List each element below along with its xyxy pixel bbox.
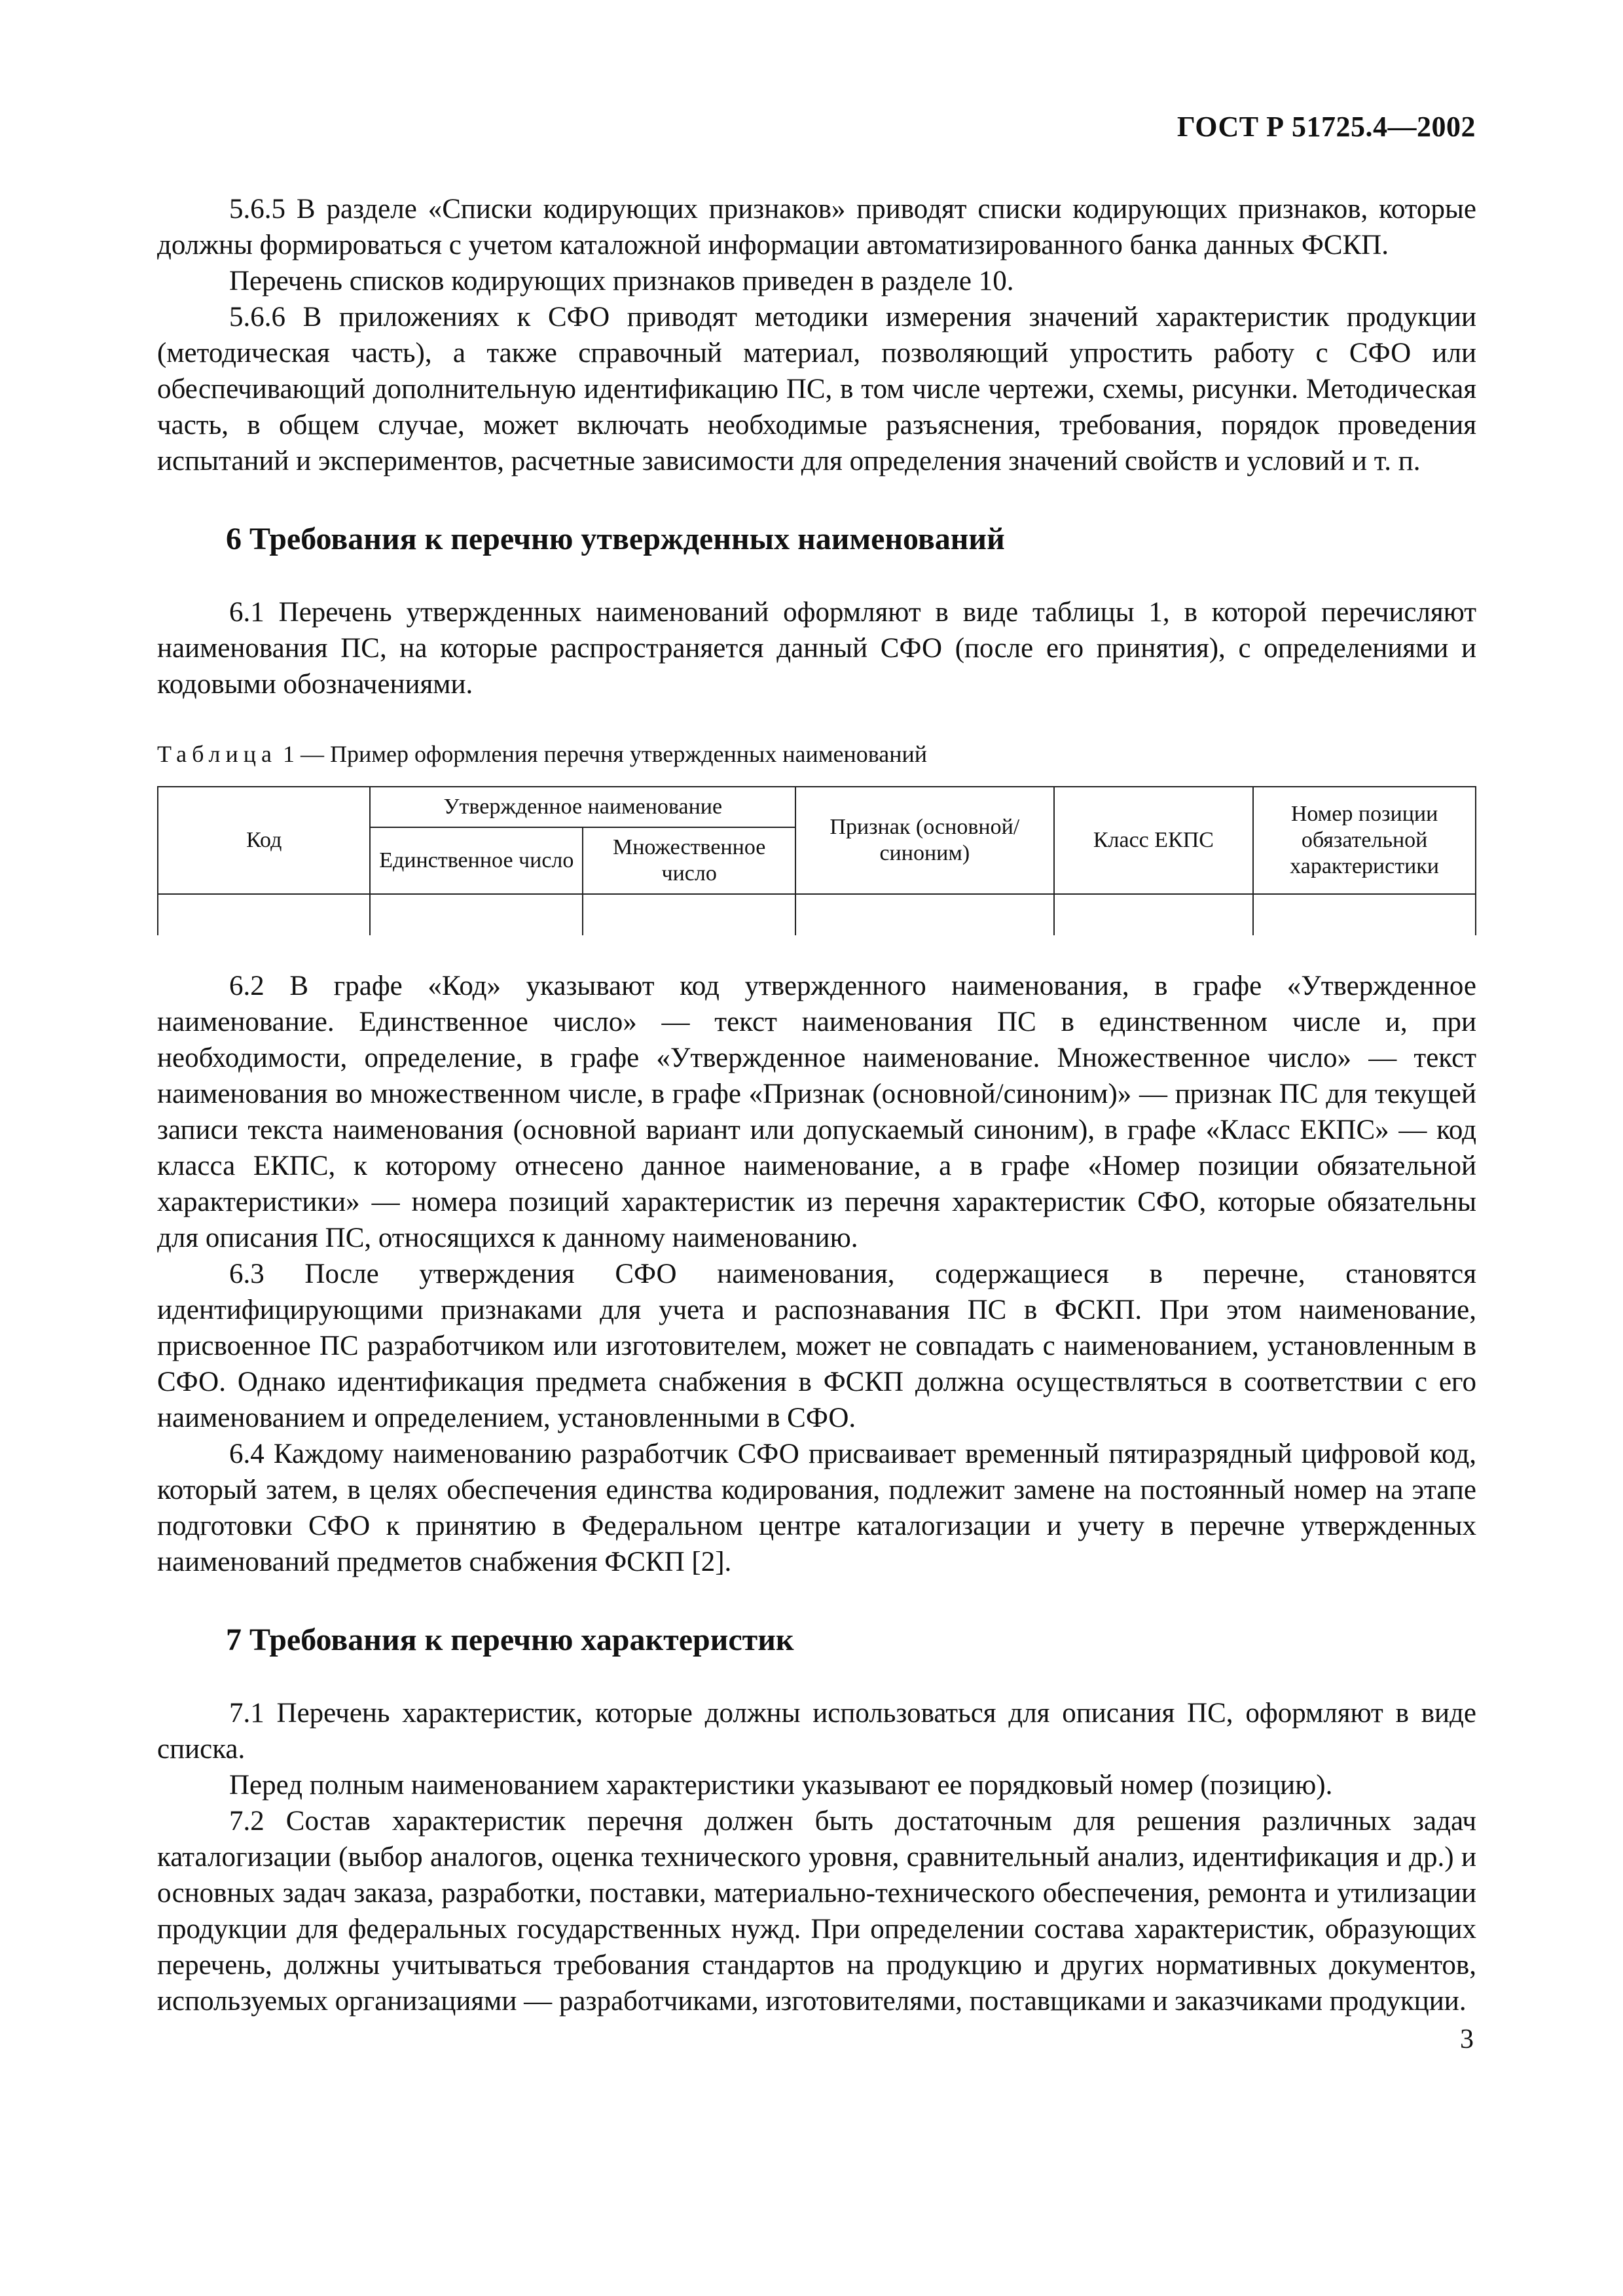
section-7-heading: 7 Требования к перечню характеристик (226, 1623, 794, 1657)
column-header-plural: Множественное число (583, 827, 795, 894)
paragraph-6-1: 6.1 Перечень утвержденных наименований оформляют в виде таблицы 1, в которой перечисляют наименования ПС, на которые распространяется данный СФО (после его принятия), с определениями и кодовыми обозначениями. (157, 597, 1476, 700)
approved-names-table (157, 786, 1476, 935)
paragraph-7-1-position: Перед полным наименованием характеристики указывают ее порядковый номер (позицию). (229, 1770, 1333, 1801)
table-cell (370, 894, 583, 935)
column-header-attribute: Признак (основной/синоним) (795, 787, 1054, 894)
column-header-singular: Единственное число (370, 827, 583, 894)
table-caption-text: 1 — Пример оформления перечня утвержденных наименований (276, 741, 928, 767)
section-6-heading: 6 Требования к перечню утвержденных наименований (226, 522, 1005, 556)
column-header-approved-name: Утвержденное наименование (370, 787, 795, 827)
table-1-caption (157, 739, 1476, 769)
paragraph-7-1: 7.1 Перечень характеристик, которые должны использоваться для описания ПС, оформляют в виде списка. (157, 1698, 1476, 1765)
paragraph-6-4: 6.4 Каждому наименованию разработчик СФО присваивает временный пятиразрядный цифровой код, который затем, в целях обеспечения единства кодирования, подлежит замене на постоянный номер на этапе подготовки СФО к принятию в Федеральном центре каталогизации и учету в перечне утвержденных наименований предметов снабжения ФСКП [2]. (157, 1439, 1476, 1577)
document-body (157, 191, 1476, 2019)
table-cell (795, 894, 1054, 935)
column-header-position-number: Номер позиции обязательной характеристики (1253, 787, 1476, 894)
paragraph-6-2: 6.2 В графе «Код» указывают код утвержденного наименования, в графе «Утвержденное наименование. Единственное число» — текст наименования ПС в единственном числе и, при необходимости, определение, в графе «Утвержденное наименование. Множественное число» — текст наименования во множественном числе, в графе «Признак (основной/синоним)» — признак ПС для текущей записи текста наименования (основной вариант или допускаемый синоним), в графе «Класс ЕКПС» — код класса ЕКПС, к которому отнесено данное наименование, а в графе «Номер позиции обязательной характеристики» — номера позиций характеристик из перечня характеристик СФО, которые обязательны для описания ПС, относящихся к данному наименованию. (157, 971, 1476, 1253)
column-header-code: Код (158, 787, 370, 894)
table-cell (583, 894, 795, 935)
paragraph-7-2: 7.2 Состав характеристик перечня должен быть достаточным для решения различных задач каталогизации (выбор аналогов, оценка технического уровня, сравнительный анализ, идентификация и др.) и основных задач заказа, разработки, поставки, материально-технического обеспечения, ремонта и утилизации продукции для федеральных государственных нужд. При определении состава характеристик, образующих перечень, должны учитываться требования стандартов на продукцию и других нормативных документов, используемых организациями — разработчиками, изготовителями, поставщиками и заказчиками продукции. (157, 1806, 1476, 2017)
document-header-id: ГОСТ Р 51725.4—2002 (1176, 111, 1476, 143)
paragraph-coding-lists-ref: Перечень списков кодирующих признаков приведен в разделе 10. (229, 266, 1014, 296)
paragraph-6-3: 6.3 После утверждения СФО наименования, содержащиеся в перечне, становятся идентифицирующими признаками для учета и распознавания ПС в ФСКП. При этом наименование, присвоенное ПС разработчиком или изготовителем, может не совпадать с наименованием, установленным в СФО. Однако идентификация предмета снабжения в ФСКП должна осуществляться в соответствии с его наименованием и определением, установленными в СФО. (157, 1259, 1476, 1433)
table-cell (158, 894, 370, 935)
paragraph-5-6-5: 5.6.5 В разделе «Списки кодирующих признаков» приводят списки кодирующих признаков, которые должны формироваться с учетом каталожной информации автоматизированного банка данных ФСКП. (157, 194, 1476, 260)
table-cell (1253, 894, 1476, 935)
column-header-ekps-class: Класс ЕКПС (1054, 787, 1254, 894)
table-caption-label: Таблица (157, 741, 277, 767)
table-row (158, 894, 1476, 935)
paragraph-5-6-6: 5.6.6 В приложениях к СФО приводят методики измерения значений характеристик продукции (методическая часть), а также справочный материал, позволяющий упростить работу с СФО или обеспечивающий дополнительную идентификацию ПС, в том числе чертежи, схемы, рисунки. Методическая часть, в общем случае, может включать необходимые разъяснения, требования, порядок проведения испытаний и экспериментов, расчетные зависимости для определения значений свойств и условий и т. п. (157, 302, 1476, 476)
page-number: 3 (1460, 2024, 1474, 2054)
table-cell (1054, 894, 1254, 935)
